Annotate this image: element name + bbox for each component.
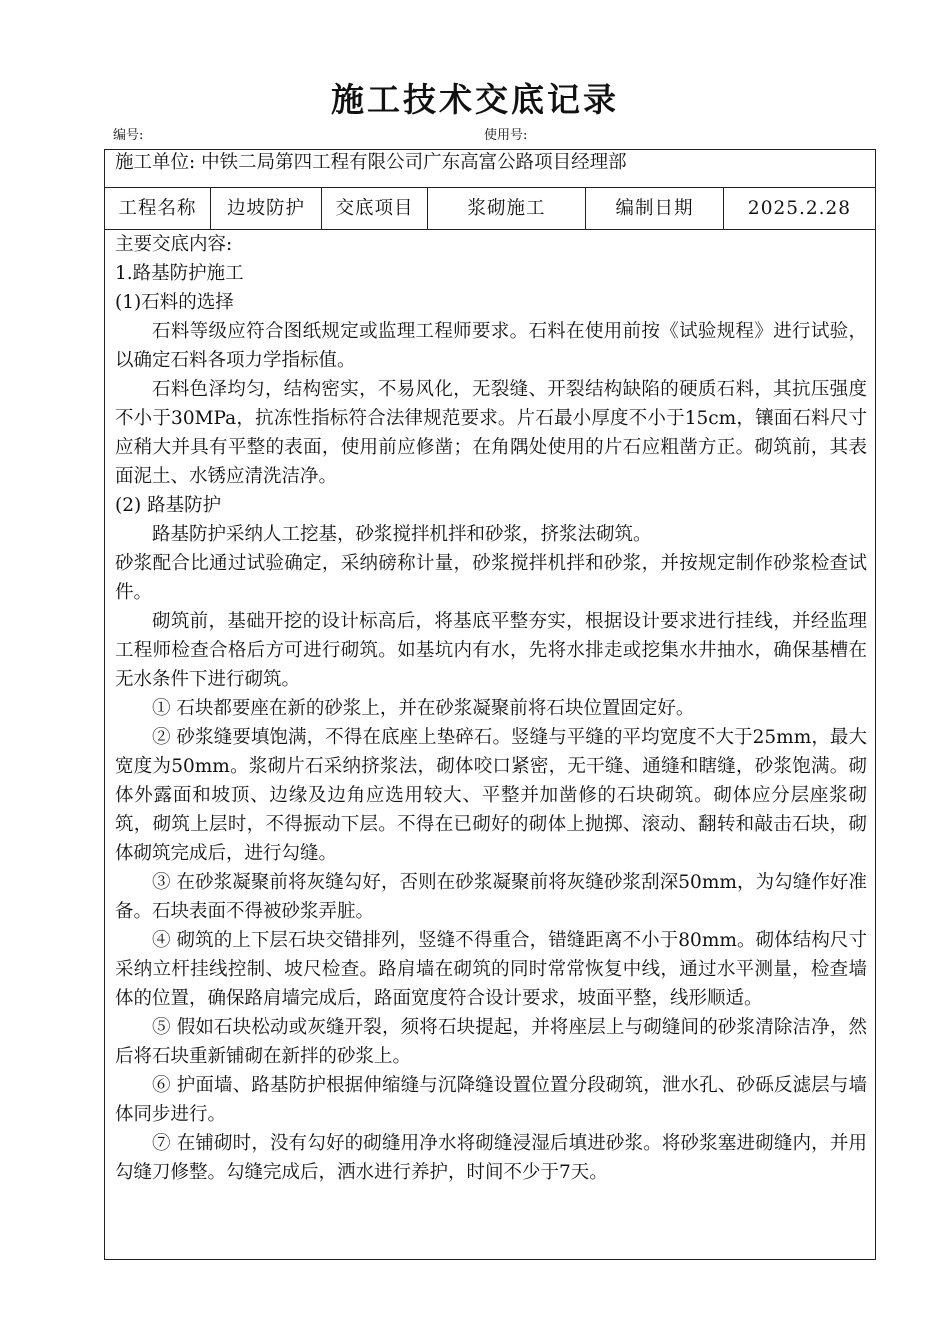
project-info-row — [105, 188, 875, 230]
compile-date-label: 编制日期 — [586, 188, 724, 229]
briefing-item-label: 交底项目 — [322, 188, 428, 229]
usage-number-label: 使用号: — [484, 128, 528, 143]
project-name-label: 工程名称 — [105, 188, 211, 229]
paragraph: 砂浆配合比通过试验确定，采纳磅称计量，砂浆搅拌机拌和砂浆，并按规定制作砂浆检查试件。 — [115, 553, 867, 603]
construction-unit-row: 施工单位: 中铁二局第四工程有限公司广东高富公路项目经理部 — [105, 150, 875, 188]
paragraph: 路基防护采纳人工挖基，砂浆搅拌机拌和砂浆，挤浆法砌筑。 — [152, 524, 652, 545]
list-item: ④ 砌筑的上下层石块交错排列，竖缝不得重合，错缝距离不小于80mm。砌体结构尺寸采纳立杆挂线控制、坡尺检查。路肩墙在砌筑的同时常常恢复中线，通过水平测量，检查墙体的位置，确保路肩墙完成后，路面宽度符合设计要求，坡面平整，线形顺适。 — [115, 930, 867, 1009]
project-name-value: 边坡防护 — [211, 188, 322, 229]
paragraph: 石料色泽均匀，结构密实，不易风化，无裂缝、开裂结构缺陷的硬质石料，其抗压强度不小于30MPa，抗冻性指标符合法律规范要求。片石最小厚度不小于15cm，镶面石料尺寸应稍大并具有平整的表面，使用前应修凿；在角隅处使用的片石应粗凿方正。砌筑前，其表面泥土、水锈应清洗洁净。 — [115, 379, 867, 487]
record-table — [104, 149, 876, 1260]
list-item: ② 砂浆缝要填饱满，不得在底座上垫碎石。竖缝与平缝的平均宽度不大于25mm，最大宽度为50mm。浆砌片石采纳挤浆法，砌体咬口紧密，无干缝、通缝和瞎缝，砂浆饱满。砌体外露面和坡顶、边缘及边角应选用较大、平整并加凿修的石块砌筑。砌体应分层座浆砌筑，砌筑上层时，不得振动下层。不得在已砌好的砌体上抛掷、滚动、翻转和敲击石块，砌体砌筑完成后，进行勾缝。 — [115, 727, 867, 864]
list-item: ⑥ 护面墙、路基防护根据伸缩缝与沉降缝设置位置分段砌筑，泄水孔、砂砾反滤层与墙体同步进行。 — [115, 1075, 867, 1125]
content-heading: 主要交底内容: — [115, 234, 233, 255]
subsection-title: (2) 路基防护 — [115, 495, 222, 516]
section-title: 1.路基防护施工 — [115, 263, 244, 284]
serial-number-label: 编号: — [113, 128, 144, 143]
compile-date-value: 2025.2.28 — [747, 198, 852, 219]
paragraph: 砌筑前，基础开挖的设计标高后，将基底平整夯实，根据设计要求进行挂线，并经监理工程师检查合格后方可进行砌筑。如基坑内有水，先将水排走或挖集水井抽水，确保基槽在无水条件下进行砌筑。 — [115, 611, 867, 690]
briefing-content — [115, 230, 867, 1187]
paragraph: 石料等级应符合图纸规定或监理工程师要求。石料在使用前按《试验规程》进行试验，以确定石料各项力学指标值。 — [115, 321, 867, 371]
list-item: ⑦ 在铺砌时，没有勾好的砌缝用净水将砌缝浸湿后填进砂浆。将砂浆塞进砌缝内，并用勾缝刀修整。勾缝完成后，洒水进行养护，时间不少于7天。 — [115, 1133, 867, 1183]
list-item: ③ 在砂浆凝聚前将灰缝勾好，否则在砂浆凝聚前将灰缝砂浆刮深50mm，为勾缝作好准备。石块表面不得被砂浆弄脏。 — [115, 872, 867, 922]
list-item: ① 石块都要座在新的砂浆上，并在砂浆凝聚前将石块位置固定好。 — [152, 698, 695, 719]
page-title: 施工技术交底记录 — [331, 80, 619, 119]
briefing-item-value: 浆砌施工 — [428, 188, 586, 229]
list-item: ⑤ 假如石块松动或灰缝开裂，须将石块提起，并将座层上与砌缝间的砂浆清除洁净，然后将石块重新铺砌在新拌的砂浆上。 — [115, 1017, 867, 1067]
subsection-title: (1)石料的选择 — [115, 292, 234, 313]
